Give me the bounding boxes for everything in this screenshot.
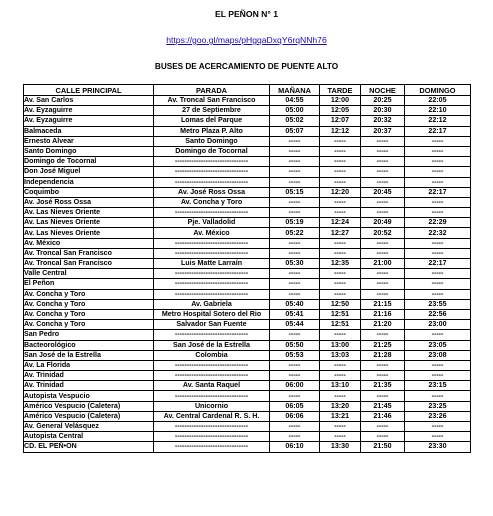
cell-domingo: ----- bbox=[405, 136, 471, 146]
cell-tarde: 12:35 bbox=[320, 259, 361, 269]
cell-domingo: ----- bbox=[405, 422, 471, 432]
table-row bbox=[24, 126, 471, 136]
cell-parada: ------------------------------- bbox=[154, 238, 270, 248]
table-row bbox=[24, 157, 471, 167]
cell-parada: Av. Santa Raquel bbox=[154, 381, 270, 391]
table-row bbox=[24, 146, 471, 156]
cell-noche: ----- bbox=[361, 289, 405, 299]
cell-tarde: ----- bbox=[320, 391, 361, 401]
table-row bbox=[24, 411, 471, 421]
cell-tarde: ----- bbox=[320, 289, 361, 299]
cell-parada: ------------------------------- bbox=[154, 391, 270, 401]
cell-noche: 21:46 bbox=[361, 411, 405, 421]
cell-parada: ------------------------------- bbox=[154, 330, 270, 340]
cell-calle: Domingo de Tocornal bbox=[24, 157, 154, 167]
cell-parada: 27 de Septiembre bbox=[154, 106, 270, 116]
cell-tarde: ----- bbox=[320, 330, 361, 340]
cell-tarde: 12:50 bbox=[320, 299, 361, 309]
cell-tarde: 12:00 bbox=[320, 96, 361, 106]
cell-noche: 20:49 bbox=[361, 218, 405, 228]
cell-domingo: ----- bbox=[405, 279, 471, 289]
cell-manana: ----- bbox=[270, 279, 320, 289]
cell-parada: ------------------------------- bbox=[154, 167, 270, 177]
cell-tarde: ----- bbox=[320, 360, 361, 370]
cell-calle: Av. Troncal San Francisco bbox=[24, 248, 154, 258]
cell-noche: ----- bbox=[361, 238, 405, 248]
cell-tarde: 12:51 bbox=[320, 309, 361, 319]
cell-parada: ------------------------------- bbox=[154, 279, 270, 289]
cell-manana: 05:50 bbox=[270, 340, 320, 350]
cell-manana: 05:15 bbox=[270, 187, 320, 197]
cell-calle: Balmaceda bbox=[24, 126, 154, 136]
cell-domingo: 22:56 bbox=[405, 309, 471, 319]
cell-domingo: ----- bbox=[405, 177, 471, 187]
cell-calle: Av. La Florida bbox=[24, 360, 154, 370]
cell-manana: ----- bbox=[270, 422, 320, 432]
cell-noche: ----- bbox=[361, 136, 405, 146]
table-row bbox=[24, 96, 471, 106]
cell-tarde: ----- bbox=[320, 238, 361, 248]
cell-manana: ----- bbox=[270, 289, 320, 299]
cell-noche: ----- bbox=[361, 422, 405, 432]
cell-noche: 20:32 bbox=[361, 116, 405, 126]
cell-domingo: ----- bbox=[405, 289, 471, 299]
table-row bbox=[24, 330, 471, 340]
cell-manana: ----- bbox=[270, 269, 320, 279]
cell-calle: Independencia bbox=[24, 177, 154, 187]
cell-parada: Santo Domingo bbox=[154, 136, 270, 146]
table-row bbox=[24, 248, 471, 258]
cell-parada: ------------------------------- bbox=[154, 432, 270, 442]
cell-domingo: 22:12 bbox=[405, 116, 471, 126]
cell-manana: ----- bbox=[270, 432, 320, 442]
cell-manana: ----- bbox=[270, 197, 320, 207]
cell-domingo: ----- bbox=[405, 146, 471, 156]
cell-tarde: 12:05 bbox=[320, 106, 361, 116]
table-header-row bbox=[24, 85, 471, 96]
cell-tarde: 12:27 bbox=[320, 228, 361, 238]
cell-tarde: ----- bbox=[320, 197, 361, 207]
cell-calle: Av. Las Nieves Oriente bbox=[24, 208, 154, 218]
cell-parada: ------------------------------- bbox=[154, 371, 270, 381]
cell-noche: ----- bbox=[361, 330, 405, 340]
cell-manana: 05:53 bbox=[270, 350, 320, 360]
cell-noche: ----- bbox=[361, 371, 405, 381]
cell-calle: San Pedro bbox=[24, 330, 154, 340]
cell-tarde: ----- bbox=[320, 279, 361, 289]
cell-calle: Av. México bbox=[24, 238, 154, 248]
cell-parada: Av. México bbox=[154, 228, 270, 238]
cell-domingo: 23:08 bbox=[405, 350, 471, 360]
cell-calle: Santo Domingo bbox=[24, 146, 154, 156]
cell-noche: 21:20 bbox=[361, 320, 405, 330]
cell-noche: 20:52 bbox=[361, 228, 405, 238]
cell-calle: CD. EL PEÑ•ON bbox=[24, 442, 154, 452]
cell-tarde: ----- bbox=[320, 167, 361, 177]
cell-noche: ----- bbox=[361, 391, 405, 401]
cell-manana: 06:00 bbox=[270, 381, 320, 391]
cell-manana: 05:40 bbox=[270, 299, 320, 309]
cell-noche: 20:37 bbox=[361, 126, 405, 136]
cell-parada: ------------------------------- bbox=[154, 422, 270, 432]
cell-noche: ----- bbox=[361, 269, 405, 279]
cell-tarde: 13:21 bbox=[320, 411, 361, 421]
table-row bbox=[24, 299, 471, 309]
cell-parada: Lomas del Parque bbox=[154, 116, 270, 126]
cell-parada: Av. Gabriela bbox=[154, 299, 270, 309]
cell-domingo: 23:55 bbox=[405, 299, 471, 309]
cell-noche: 21:00 bbox=[361, 259, 405, 269]
cell-manana: ----- bbox=[270, 330, 320, 340]
cell-calle: Américo Vespucio (Caletera) bbox=[24, 411, 154, 421]
cell-domingo: 22:32 bbox=[405, 228, 471, 238]
table-row bbox=[24, 187, 471, 197]
cell-noche: ----- bbox=[361, 279, 405, 289]
table-row bbox=[24, 218, 471, 228]
cell-tarde: ----- bbox=[320, 248, 361, 258]
table-row bbox=[24, 208, 471, 218]
cell-domingo: 22:17 bbox=[405, 187, 471, 197]
cell-manana: ----- bbox=[270, 177, 320, 187]
cell-calle: Américo Vespucio (Caletera) bbox=[24, 401, 154, 411]
cell-domingo: ----- bbox=[405, 360, 471, 370]
table-row bbox=[24, 269, 471, 279]
cell-noche: 21:50 bbox=[361, 442, 405, 452]
cell-manana: 05:41 bbox=[270, 309, 320, 319]
cell-tarde: 12:24 bbox=[320, 218, 361, 228]
cell-tarde: ----- bbox=[320, 177, 361, 187]
cell-manana: ----- bbox=[270, 167, 320, 177]
cell-tarde: ----- bbox=[320, 432, 361, 442]
cell-tarde: ----- bbox=[320, 371, 361, 381]
cell-domingo: ----- bbox=[405, 157, 471, 167]
cell-manana: ----- bbox=[270, 248, 320, 258]
cell-manana: 05:30 bbox=[270, 259, 320, 269]
cell-calle: Av. José Ross Ossa bbox=[24, 197, 154, 207]
cell-parada: ------------------------------- bbox=[154, 289, 270, 299]
column-header-tarde: TARDE bbox=[320, 85, 361, 96]
cell-parada: Av. Central Cardenal R. S. H. bbox=[154, 411, 270, 421]
cell-parada: Av. Troncal San Francisco bbox=[154, 96, 270, 106]
cell-calle: Ernesto Alvear bbox=[24, 136, 154, 146]
cell-domingo: 23:00 bbox=[405, 320, 471, 330]
cell-noche: ----- bbox=[361, 248, 405, 258]
table-row bbox=[24, 401, 471, 411]
cell-manana: 05:44 bbox=[270, 320, 320, 330]
table-row bbox=[24, 371, 471, 381]
cell-tarde: 13:10 bbox=[320, 381, 361, 391]
cell-domingo: 22:10 bbox=[405, 106, 471, 116]
cell-calle: Av. Eyzaguirre bbox=[24, 116, 154, 126]
table-row bbox=[24, 279, 471, 289]
cell-domingo: 23:15 bbox=[405, 381, 471, 391]
cell-parada: Av. Concha y Toro bbox=[154, 197, 270, 207]
table-row bbox=[24, 340, 471, 350]
cell-calle: Av. Concha y Toro bbox=[24, 320, 154, 330]
cell-parada: Av. José Ross Ossa bbox=[154, 187, 270, 197]
cell-manana: 05:22 bbox=[270, 228, 320, 238]
cell-calle: Av. Concha y Toro bbox=[24, 299, 154, 309]
page-title: EL PEÑON N° 1 bbox=[215, 9, 278, 19]
cell-noche: 21:28 bbox=[361, 350, 405, 360]
cell-noche: 21:35 bbox=[361, 381, 405, 391]
cell-calle: Av. Concha y Toro bbox=[24, 309, 154, 319]
cell-domingo: 23:05 bbox=[405, 340, 471, 350]
cell-tarde: ----- bbox=[320, 136, 361, 146]
cell-tarde: ----- bbox=[320, 146, 361, 156]
cell-tarde: 12:07 bbox=[320, 116, 361, 126]
cell-calle: Autopista Vespucio bbox=[24, 391, 154, 401]
cell-parada: Metro Hospital Sotero del Rio bbox=[154, 309, 270, 319]
cell-noche: 21:45 bbox=[361, 401, 405, 411]
cell-calle: Av. Concha y Toro bbox=[24, 289, 154, 299]
table-row bbox=[24, 259, 471, 269]
cell-manana: 05:07 bbox=[270, 126, 320, 136]
cell-parada: Colombia bbox=[154, 350, 270, 360]
table-row bbox=[24, 391, 471, 401]
cell-noche: ----- bbox=[361, 360, 405, 370]
table-row bbox=[24, 350, 471, 360]
cell-manana: ----- bbox=[270, 391, 320, 401]
cell-calle: Av. Las Nieves Oriente bbox=[24, 218, 154, 228]
cell-domingo: 22:05 bbox=[405, 96, 471, 106]
table-row bbox=[24, 197, 471, 207]
cell-parada: ------------------------------- bbox=[154, 360, 270, 370]
table-row bbox=[24, 320, 471, 330]
cell-noche: ----- bbox=[361, 157, 405, 167]
cell-parada: ------------------------------- bbox=[154, 157, 270, 167]
cell-calle: Av. Trinidad bbox=[24, 371, 154, 381]
table-row bbox=[24, 136, 471, 146]
cell-parada: San José de la Estrella bbox=[154, 340, 270, 350]
cell-manana: ----- bbox=[270, 371, 320, 381]
cell-noche: ----- bbox=[361, 432, 405, 442]
cell-domingo: ----- bbox=[405, 330, 471, 340]
cell-tarde: 13:30 bbox=[320, 442, 361, 452]
cell-parada: ------------------------------- bbox=[154, 208, 270, 218]
cell-calle: Av. San Carlos bbox=[24, 96, 154, 106]
cell-manana: ----- bbox=[270, 360, 320, 370]
cell-noche: ----- bbox=[361, 197, 405, 207]
cell-manana: ----- bbox=[270, 146, 320, 156]
table-row bbox=[24, 177, 471, 187]
cell-parada: Salvador San Fuente bbox=[154, 320, 270, 330]
cell-parada: Unicornio bbox=[154, 401, 270, 411]
cell-domingo: 23:30 bbox=[405, 442, 471, 452]
cell-manana: 05:00 bbox=[270, 106, 320, 116]
cell-tarde: 12:51 bbox=[320, 320, 361, 330]
cell-manana: 05:19 bbox=[270, 218, 320, 228]
cell-parada: Metro Plaza P. Alto bbox=[154, 126, 270, 136]
schedule-table bbox=[23, 84, 471, 453]
table-row bbox=[24, 116, 471, 126]
cell-tarde: 13:00 bbox=[320, 340, 361, 350]
cell-tarde: ----- bbox=[320, 208, 361, 218]
table-row bbox=[24, 309, 471, 319]
cell-calle: El Peñon bbox=[24, 279, 154, 289]
column-header-manana: MAÑANA bbox=[270, 85, 320, 96]
cell-domingo: ----- bbox=[405, 167, 471, 177]
cell-domingo: ----- bbox=[405, 248, 471, 258]
cell-noche: ----- bbox=[361, 167, 405, 177]
cell-calle: San José de la Estrella bbox=[24, 350, 154, 360]
cell-noche: 20:45 bbox=[361, 187, 405, 197]
cell-tarde: 12:12 bbox=[320, 126, 361, 136]
cell-manana: ----- bbox=[270, 157, 320, 167]
cell-calle: Av. Troncal San Francisco bbox=[24, 259, 154, 269]
table-row bbox=[24, 238, 471, 248]
cell-tarde: 13:20 bbox=[320, 401, 361, 411]
cell-tarde: ----- bbox=[320, 157, 361, 167]
cell-calle: Bacteorológico bbox=[24, 340, 154, 350]
cell-tarde: 13:03 bbox=[320, 350, 361, 360]
cell-noche: 21:15 bbox=[361, 299, 405, 309]
cell-parada: Domingo de Tocornal bbox=[154, 146, 270, 156]
cell-parada: ------------------------------- bbox=[154, 177, 270, 187]
cell-domingo: ----- bbox=[405, 238, 471, 248]
cell-manana: 05:02 bbox=[270, 116, 320, 126]
cell-domingo: 22:17 bbox=[405, 126, 471, 136]
cell-domingo: 22:17 bbox=[405, 259, 471, 269]
cell-parada: ------------------------------- bbox=[154, 442, 270, 452]
cell-parada: Pje. Valladolid bbox=[154, 218, 270, 228]
cell-domingo: ----- bbox=[405, 432, 471, 442]
cell-parada: ------------------------------- bbox=[154, 248, 270, 258]
cell-domingo: 23:25 bbox=[405, 401, 471, 411]
table-subtitle: BUSES DE ACERCAMIENTO DE PUENTE ALTO bbox=[154, 62, 339, 71]
cell-parada: Luis Matte Larraín bbox=[154, 259, 270, 269]
table-row bbox=[24, 432, 471, 442]
cell-manana: 06:10 bbox=[270, 442, 320, 452]
table-row bbox=[24, 289, 471, 299]
cell-noche: 21:16 bbox=[361, 309, 405, 319]
table-row bbox=[24, 167, 471, 177]
cell-noche: 20:30 bbox=[361, 106, 405, 116]
table-row bbox=[24, 106, 471, 116]
table-row bbox=[24, 360, 471, 370]
cell-manana: 04:55 bbox=[270, 96, 320, 106]
cell-noche: ----- bbox=[361, 146, 405, 156]
table-row bbox=[24, 228, 471, 238]
cell-manana: 06:05 bbox=[270, 401, 320, 411]
map-link[interactable]: https://goo.gl/maps/pHgqaDxqY6rqNNh76 bbox=[166, 35, 327, 45]
cell-manana: ----- bbox=[270, 136, 320, 146]
cell-calle: Av. Las Nieves Oriente bbox=[24, 228, 154, 238]
cell-domingo: ----- bbox=[405, 197, 471, 207]
column-header-parada: PARADA bbox=[154, 85, 270, 96]
cell-manana: ----- bbox=[270, 208, 320, 218]
cell-calle: Coquimbo bbox=[24, 187, 154, 197]
cell-parada: ------------------------------- bbox=[154, 269, 270, 279]
cell-tarde: 12:20 bbox=[320, 187, 361, 197]
cell-domingo: 22:29 bbox=[405, 218, 471, 228]
cell-calle: Av. General Velásquez bbox=[24, 422, 154, 432]
cell-manana: 06:06 bbox=[270, 411, 320, 421]
cell-noche: 21:25 bbox=[361, 340, 405, 350]
cell-calle: Av. Trinidad bbox=[24, 381, 154, 391]
cell-manana: ----- bbox=[270, 238, 320, 248]
cell-noche: ----- bbox=[361, 208, 405, 218]
table-row bbox=[24, 422, 471, 432]
table-row bbox=[24, 381, 471, 391]
cell-noche: 20:25 bbox=[361, 96, 405, 106]
cell-calle: Autopista Central bbox=[24, 432, 154, 442]
cell-domingo: 23:26 bbox=[405, 411, 471, 421]
cell-calle: Valle Central bbox=[24, 269, 154, 279]
cell-calle: Av. Eyzaguirre bbox=[24, 106, 154, 116]
cell-domingo: ----- bbox=[405, 269, 471, 279]
cell-tarde: ----- bbox=[320, 269, 361, 279]
table-row bbox=[24, 442, 471, 452]
cell-noche: ----- bbox=[361, 177, 405, 187]
cell-tarde: ----- bbox=[320, 422, 361, 432]
column-header-domingo: DOMINGO bbox=[405, 85, 471, 96]
cell-calle: Don José Miguel bbox=[24, 167, 154, 177]
column-header-noche: NOCHE bbox=[361, 85, 405, 96]
column-header-calle: CALLE PRINCIPAL bbox=[24, 85, 154, 96]
cell-domingo: ----- bbox=[405, 208, 471, 218]
cell-domingo: ----- bbox=[405, 371, 471, 381]
cell-domingo: ----- bbox=[405, 391, 471, 401]
